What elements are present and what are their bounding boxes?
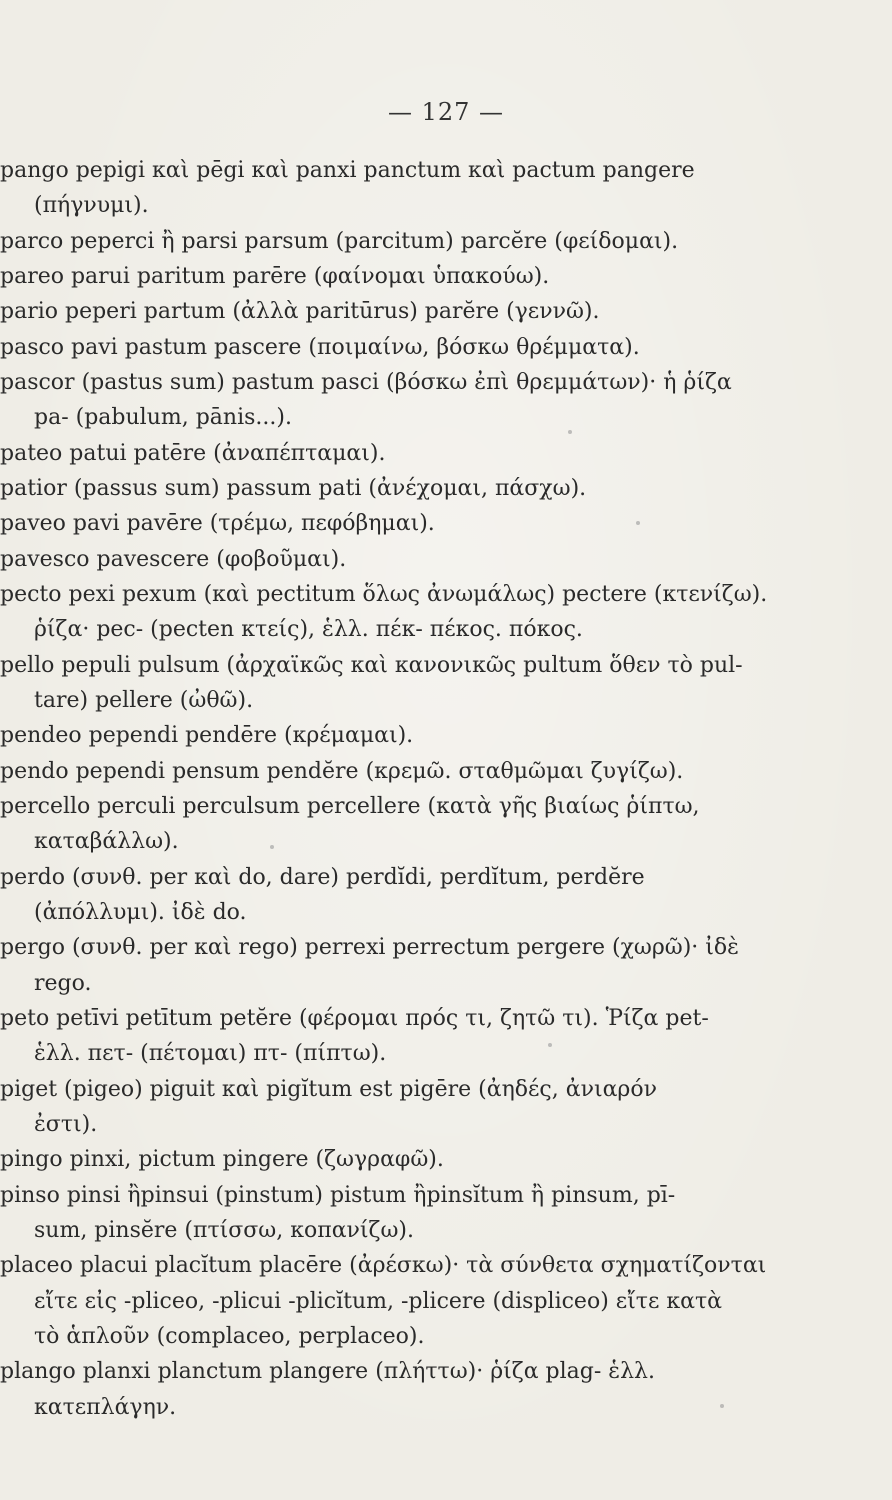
- paper-speck: [720, 1404, 724, 1408]
- entry-headword-line: paveo pavi pavēre (τρέμω, πεφόβημαι).: [0, 511, 435, 536]
- entry-headword-line: pascor (pastus sum) pastum pasci (βόσκω ἐπὶ θρεμμάτων)· ἡ ῥίζα: [0, 370, 732, 395]
- entry-headword-line: pario peperi partum (ἀλλὰ paritūrus) parĕre (γεννῶ).: [0, 299, 600, 324]
- paper-speck: [548, 1043, 552, 1047]
- entry-headword-line: pavesco pavescere (φοβοῦμαι).: [0, 547, 347, 572]
- entry-headword-line: plango planxi planctum plangere (πλήττω)· ῥίζα plag- ἑλλ.: [0, 1359, 655, 1384]
- entry-headword-line: pecto pexi pexum (καὶ pectitum ὅλως ἀνωμάλως) pectere (κτενίζω).: [0, 582, 768, 607]
- entry-headword-line: pendeo pependi pendēre (κρέμαμαι).: [0, 723, 414, 748]
- entry-headword-line: perdo (συνθ. per καὶ do, dare) perdĭdi, perdĭtum, perdĕre: [0, 865, 645, 890]
- entry-continuation-line: εἴτε εἰς -pliceo, -plicui -plicĭtum, -plicere (displiceo) εἴτε κατὰ: [34, 1289, 722, 1314]
- entry-continuation-line: (ἀπόλλυμι). ἰδὲ do.: [34, 900, 247, 925]
- entry-headword-line: pendo pependi pensum pendĕre (κρεμῶ. σταθμῶμαι ζυγίζω).: [0, 759, 684, 784]
- paper-speck: [270, 845, 274, 849]
- entry-headword-line: pareo parui paritum parēre (φαίνομαι ὑπακούω).: [0, 264, 550, 289]
- entry-headword-line: pango pepigi καὶ pēgi καὶ panxi panctum καὶ pactum pangere: [0, 158, 695, 183]
- entry-continuation-line: (πήγνυμι).: [34, 193, 149, 218]
- entry-headword-line: patior (passus sum) passum pati (ἀνέχομαι, πάσχω).: [0, 476, 587, 501]
- paper-speck: [568, 430, 572, 434]
- entry-headword-line: peto petīvi petītum petĕre (φέρομαι πρός τι, ζητῶ τι). Ῥίζα pet-: [0, 1006, 709, 1031]
- entry-headword-line: pinso pinsi ἢpinsui (pinstum) pistum ἢpinsĭtum ἢ pinsum, pī-: [0, 1183, 676, 1208]
- entry-continuation-line: tare) pellere (ὠθῶ).: [34, 688, 254, 713]
- entry-continuation-line: ῥίζα· pec- (pecten κτείς), ἑλλ. πέκ- πέκος. πόκος.: [34, 617, 583, 642]
- entry-continuation-line: pa- (pabulum, pānis...).: [34, 405, 292, 430]
- entry-continuation-line: κατεπλάγην.: [34, 1395, 177, 1420]
- entry-continuation-line: ἐστι).: [34, 1112, 98, 1137]
- entry-headword-line: pello pepuli pulsum (ἀρχαϊκῶς καὶ κανονικῶς pultum ὅθεν τὸ pul-: [0, 653, 743, 678]
- entry-headword-line: pingo pinxi, pictum pingere (ζωγραφῶ).: [0, 1147, 444, 1172]
- page-number: — 127 —: [387, 98, 505, 126]
- entry-headword-line: percello perculi perculsum percellere (κατὰ γῆς βιαίως ῥίπτω,: [0, 794, 700, 819]
- entry-continuation-line: rego.: [34, 971, 92, 996]
- entry-headword-line: placeo placui placĭtum placēre (ἀρέσκω)· τὰ σύνθετα σχηματίζονται: [0, 1253, 767, 1278]
- entry-continuation-line: sum, pinsĕre (πτίσσω, κοπανίζω).: [34, 1218, 414, 1243]
- entry-continuation-line: καταβάλλω).: [34, 829, 179, 854]
- entry-headword-line: pergo (συνθ. per καὶ rego) perrexi perrectum pergere (χωρῶ)· ἰδὲ: [0, 935, 739, 960]
- entry-headword-line: pasco pavi pastum pascere (ποιμαίνω, βόσκω θρέμματα).: [0, 335, 640, 360]
- entry-headword-line: piget (pigeo) piguit καὶ pigĭtum est pigēre (ἀηδές, ἀνιαρόν: [0, 1077, 657, 1102]
- entry-headword-line: pateo patui patēre (ἀναπέπταμαι).: [0, 441, 386, 466]
- entry-continuation-line: τὸ ἁπλοῦν (complaceo, perplaceo).: [34, 1324, 425, 1349]
- entry-continuation-line: ἑλλ. πετ- (πέτομαι) πτ- (πίπτω).: [34, 1041, 387, 1066]
- entry-headword-line: parco peperci ἢ parsi parsum (parcitum) parcĕre (φείδομαι).: [0, 229, 679, 254]
- paper-speck: [636, 521, 640, 525]
